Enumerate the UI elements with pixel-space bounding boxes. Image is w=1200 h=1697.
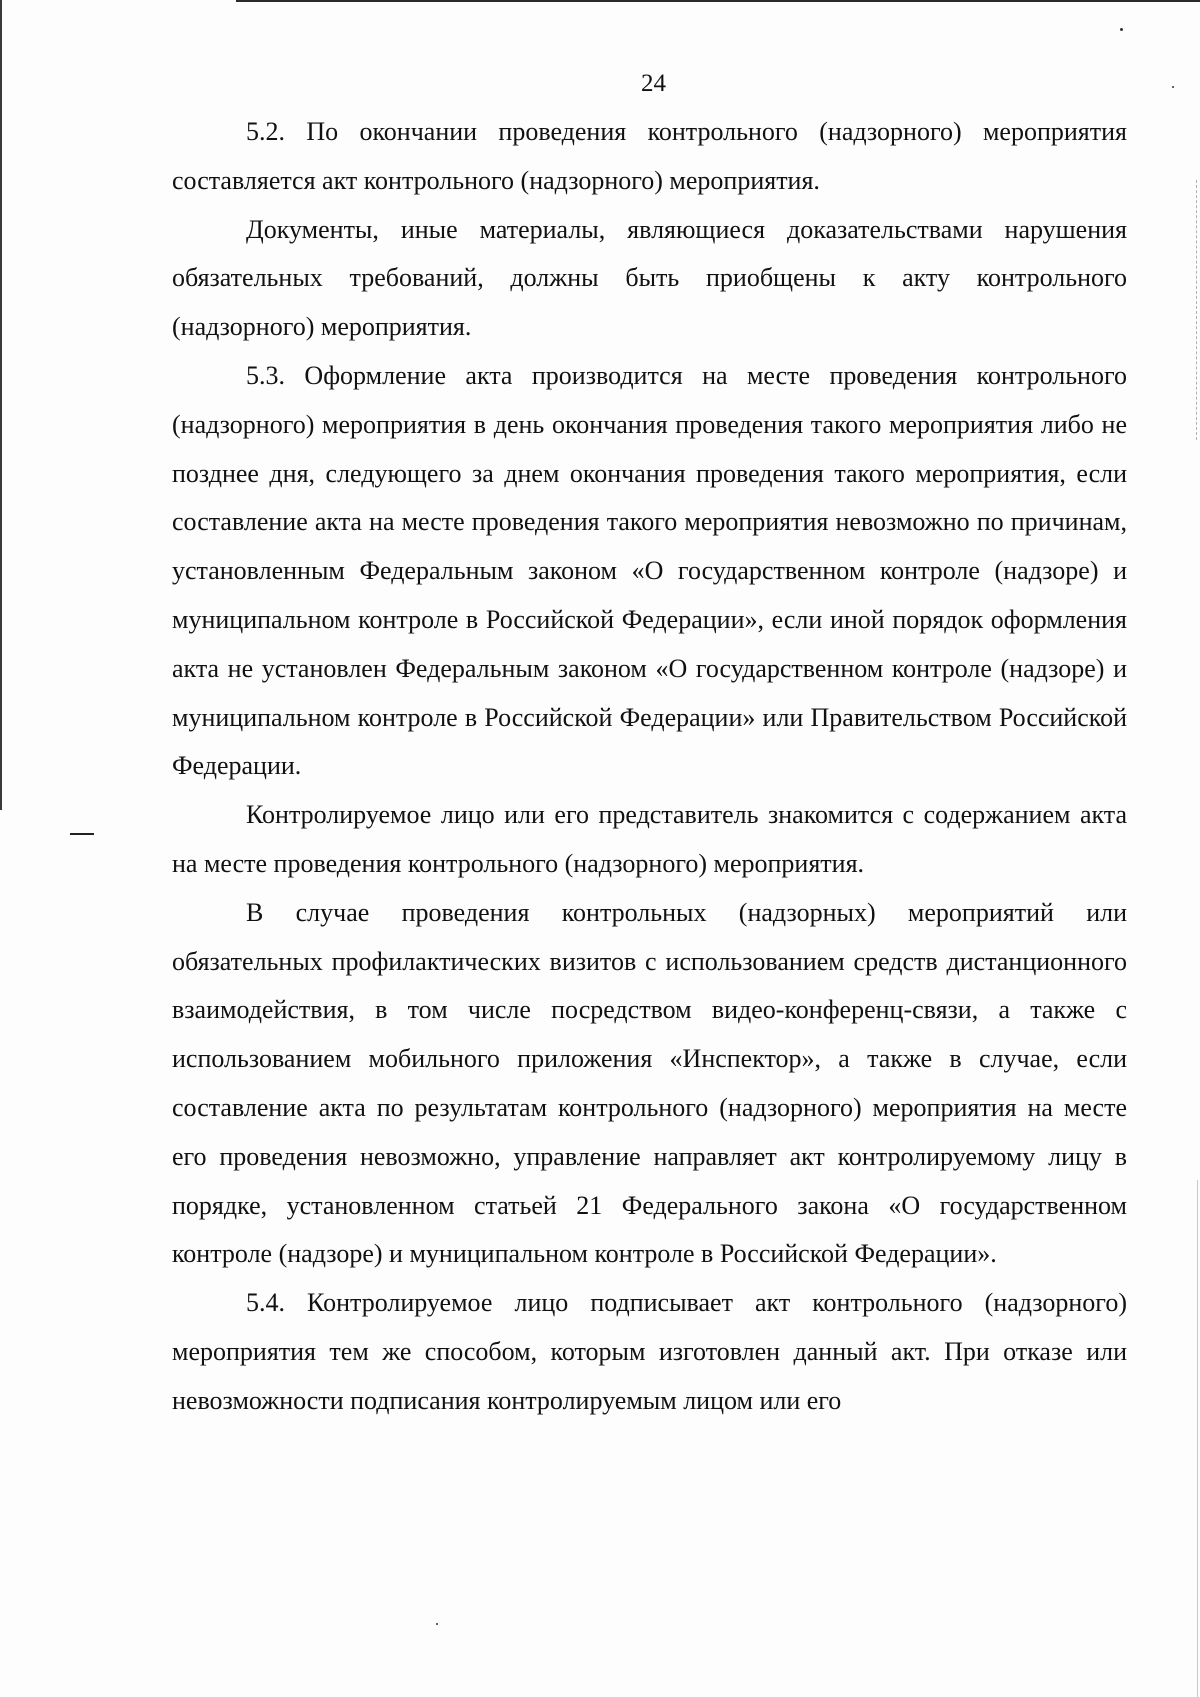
scan-speck [1120, 28, 1123, 31]
paragraph-5-3: 5.3. Оформление акта производится на месте проведения контрольного (надзорного) мероприятия в день окончания проведения такого мероприятия либо не позднее дня, следующего за днем окончания проведения такого мероприятия, если составление акта на месте проведения такого мероприятия невозможно по причинам, установленным Федеральным законом «О государственном контроле (надзоре) и муниципальном контроле в Российской Федерации», если иной порядок оформления акта не установлен Федеральным законом «О государственном контроле (надзоре) и муниципальном контроле в Российской Федерации» или Правительством Российской Федерации. [172, 360, 1127, 781]
scan-speck [436, 1623, 438, 1625]
margin-mark [70, 833, 94, 835]
scan-left-edge [0, 0, 2, 810]
paragraph-familiarization: Контролируемое лицо или его представитель знакомится с содержанием акта на месте проведения контрольного (надзорного) мероприятия. [172, 800, 1127, 878]
paragraph-evidence-documents: Документы, иные материалы, являющиеся доказательствами нарушения обязательных требований, должны быть приобщены к акту контрольного (надзорного) мероприятия. [172, 214, 1127, 342]
page-number: 24 [641, 70, 666, 97]
scan-right-edge-dashed [1196, 180, 1197, 440]
paragraph-remote-interaction: В случае проведения контрольных (надзорных) мероприятий или обязательных профилактических визитов с использованием средств дистанционного взаимодействия, в том числе посредством видео-конференц-связи, а также с использованием мобильного приложения «Инспектор», а также в случае, если составление акта по результатам контрольного (надзорного) мероприятия на месте его проведения невозможно, управление направляет акт контролируемому лицу в порядке, установленном статьей 21 Федерального закона «О государственном контроле (надзоре) и муниципальном контроле в Российской Федерации». [172, 897, 1127, 1269]
document-body [172, 108, 1127, 1426]
scan-top-edge [236, 0, 1200, 2]
paragraph-5-2: 5.2. По окончании проведения контрольного (надзорного) мероприятия составляется акт контрольного (надзорного) мероприятия. [172, 117, 1127, 195]
paragraph-5-4: 5.4. Контролируемое лицо подписывает акт контрольного (надзорного) мероприятия тем же способом, которым изготовлен данный акт. При отказе или невозможности подписания контролируемым лицом или его [172, 1288, 1127, 1415]
scan-right-edge [1197, 1180, 1198, 1697]
